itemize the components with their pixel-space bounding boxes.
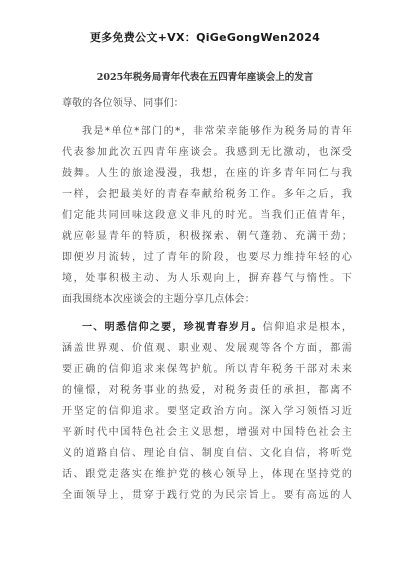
text-line: 的憧憬，对税务事业的热爱，对税务责任的承担，都离不 [62, 385, 352, 396]
section-text: 信仰追求是根本， [262, 322, 352, 333]
text-line: 开坚定的信仰追求。要坚定政治方向。深入学习领悟习近 [62, 406, 352, 417]
promo-banner: 更多免费公文+VX：QiGeGongWen2024 [89, 31, 321, 44]
document-body [62, 93, 352, 506]
text-line: 一样，会把最美好的青春奉献给税务工作。多年之后，我 [62, 189, 352, 200]
text-line: 要正确的信仰追求来保驾护航。所以青年税务干部对未来 [62, 364, 352, 375]
text-line: 们定能共同回味这段意义非凡的时光。当我们正值青年， [62, 210, 352, 221]
text-line: 境，处事积极主动、为人乐观向上，摒弃暮气与惰性。下 [62, 273, 352, 284]
text-line: 就应彰显青年的特质，积极探索、朝气蓬勃、充满干劲； [62, 231, 352, 242]
text-line: 话、跟党走落实在维护党的核心领导上，体现在坚持党的 [62, 469, 352, 480]
paragraph-section-one [62, 317, 352, 506]
text-line: 义的道路自信、理论自信、制度自信、文化自信，将听党 [62, 448, 352, 459]
text-line: 平新时代中国特色社会主义思想，增强对中国特色社会主 [62, 427, 352, 438]
document-title: 2025年税务局青年代表在五四青年座谈会上的发言 [96, 72, 314, 83]
text-line: 我是*单位*部门的*，非常荣幸能够作为税务局的青年 [82, 126, 352, 137]
salutation: 尊敬的各位领导、同事们： [62, 98, 184, 109]
section-first-line [62, 317, 352, 338]
text-line: 涵盖世界观、价值观、职业观、发展观等各个方面，都需 [62, 343, 352, 354]
section-heading: 一、明悉信仰之要，珍视青春岁月。 [82, 322, 263, 333]
text-line: 即便岁月流转，过了青年的阶段，也要尽力维持年轻的心 [62, 252, 352, 263]
text-line: 面我围绕本次座谈会的主题分享几点体会： [62, 294, 255, 305]
paragraph-intro [62, 121, 352, 310]
text-line: 鼓舞。人生的旅途漫漫，我想，在座的许多青年同仁与我 [62, 168, 352, 179]
text-line: 全面领导上，贯穿于践行党的为民宗旨上。要有高远的人 [62, 490, 352, 501]
text-line: 代表参加此次五四青年座谈会。我感到无比激动，也深受 [62, 147, 352, 158]
